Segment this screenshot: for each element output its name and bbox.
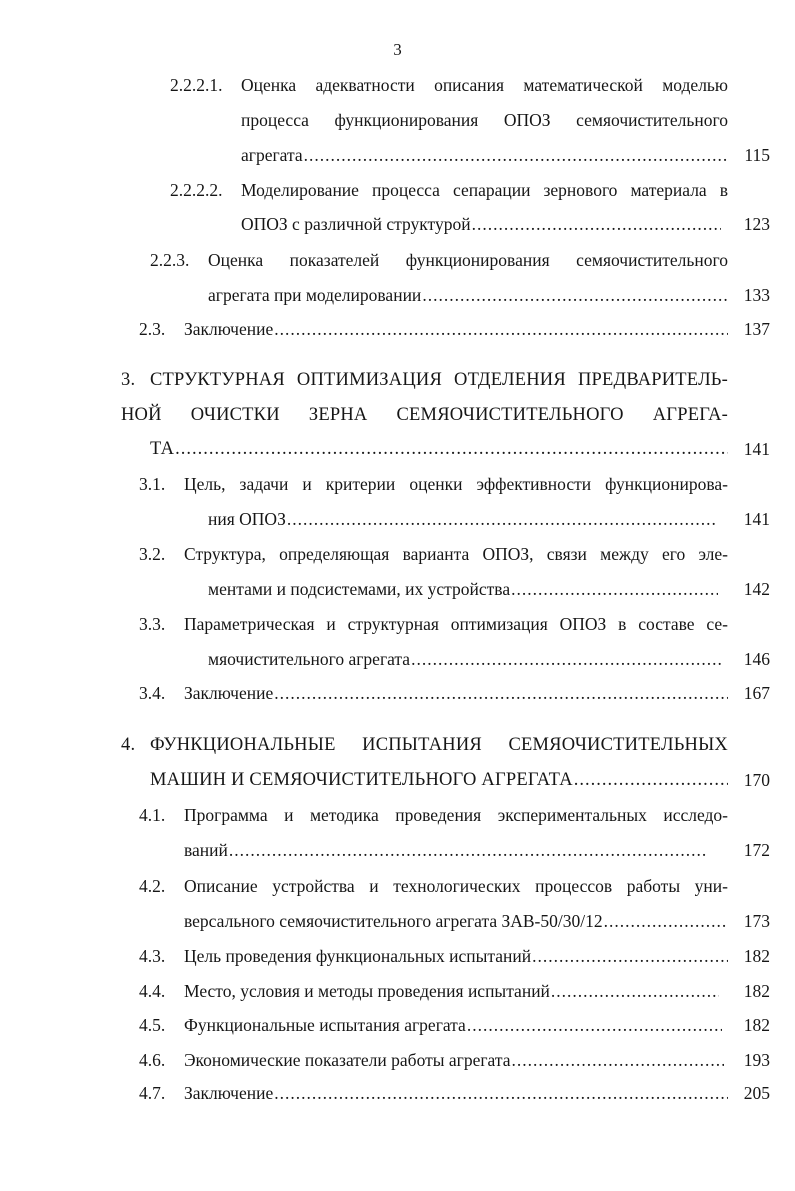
- toc-title-line: процесса функционирования ОПОЗ семяочистительного: [241, 110, 728, 130]
- toc-title-text: мяочистительного агрегата: [208, 649, 411, 669]
- toc-page-number: 182: [743, 1015, 770, 1035]
- toc-title-text: Цель проведения функциональных испытаний: [184, 946, 532, 966]
- toc-title-line: Параметрическая и структурная оптимизация ОПОЗ в составе се-: [184, 614, 728, 634]
- toc-title-line: [208, 647, 723, 671]
- toc-page-number: 146: [743, 649, 770, 669]
- toc-number: 2.2.2.2.: [170, 180, 223, 200]
- toc-page-number: 172: [743, 840, 770, 860]
- toc-title-line: [184, 317, 728, 341]
- toc-title-text: Заключение: [184, 1083, 274, 1103]
- toc-page-number: 141: [743, 439, 770, 459]
- toc-title-text: Функциональные испытания агрегата: [184, 1015, 466, 1035]
- toc-number: 4.1.: [139, 805, 166, 825]
- leader-dots: [304, 143, 728, 167]
- leader-dots: [411, 647, 723, 671]
- toc-title-line: [241, 212, 721, 236]
- toc-chapter-title-line: ФУНКЦИОНАЛЬНЫЕ ИСПЫТАНИЯ СЕМЯОЧИСТИТЕЛЬНЫХ: [150, 735, 728, 755]
- toc-number: 2.3.: [139, 319, 166, 339]
- toc-page-number: 205: [743, 1083, 770, 1103]
- toc-page-number: 141: [743, 509, 770, 529]
- toc-title-text: Место, условия и методы проведения испытаний: [184, 981, 550, 1001]
- toc-number: 4.2.: [139, 876, 166, 896]
- toc-title-line: Оценка показателей функционирования семяочистительного: [208, 250, 728, 270]
- toc-chapter-title-line: СТРУКТУРНАЯ ОПТИМИЗАЦИЯ ОТДЕЛЕНИЯ ПРЕДВАРИТЕЛЬ-: [150, 370, 728, 390]
- toc-page-number: 193: [743, 1050, 770, 1070]
- toc-title-line: [184, 1048, 724, 1072]
- toc-page-number: 142: [743, 579, 770, 599]
- toc-number: 3.3.: [139, 614, 166, 634]
- toc-title-line: [184, 909, 728, 933]
- toc-title-text: ОПОЗ с различной структурой: [241, 214, 471, 234]
- leader-dots: [175, 437, 728, 461]
- toc-chapter-title-line: [150, 768, 728, 792]
- leader-dots: [274, 1081, 728, 1105]
- toc-chapter-title-line: НОЙ ОЧИСТКИ ЗЕРНА СЕМЯОЧИСТИТЕЛЬНОГО АГРЕГА-: [121, 405, 728, 425]
- toc-title-line: [208, 577, 718, 601]
- toc-title-text: ТА: [150, 439, 175, 459]
- leader-dots: [274, 317, 728, 341]
- leader-dots: [551, 979, 719, 1003]
- leader-dots: [274, 681, 728, 705]
- toc-number: 4.4.: [139, 981, 166, 1001]
- toc-title-line: [184, 979, 719, 1003]
- toc-chapter-title-line: [150, 437, 728, 461]
- leader-dots: [511, 1048, 724, 1072]
- toc-number: 3.1.: [139, 474, 166, 494]
- toc-number: 2.2.3.: [150, 250, 190, 270]
- toc-number: 4.7.: [139, 1083, 166, 1103]
- toc-title-line: [208, 507, 718, 531]
- toc-title-text: Заключение: [184, 683, 274, 703]
- toc-chapter-number: 3.: [121, 370, 136, 390]
- toc-title-text: МАШИН И СЕМЯОЧИСТИТЕЛЬНОГО АГРЕГАТА: [150, 770, 573, 790]
- leader-dots: [604, 909, 728, 933]
- toc-title-text: ментами и подсистемами, их устройства: [208, 579, 511, 599]
- toc-title-line: Структура, определяющая варианта ОПОЗ, связи между его эле-: [184, 544, 728, 564]
- toc-title-text: агрегата: [241, 145, 303, 165]
- toc-page-number: 137: [743, 319, 770, 339]
- toc-title-line: Программа и методика проведения экспериментальных исследо-: [184, 805, 728, 825]
- toc-number: 4.5.: [139, 1015, 166, 1035]
- leader-dots: [532, 944, 728, 968]
- toc-title-text: ваний: [184, 840, 228, 860]
- toc-title-text: ния ОПОЗ: [208, 509, 286, 529]
- leader-dots: [472, 212, 721, 236]
- toc-title-line: Цель, задачи и критерии оценки эффективности функционирова-: [184, 474, 728, 494]
- page-number: 3: [393, 40, 402, 59]
- toc-number: 3.2.: [139, 544, 166, 564]
- toc-title-line: [208, 283, 728, 307]
- toc-title-line: Описание устройства и технологических процессов работы уни-: [184, 876, 728, 896]
- leader-dots: [287, 507, 718, 531]
- toc-number: 2.2.2.1.: [170, 75, 223, 95]
- toc-page-number: 170: [743, 770, 770, 790]
- leader-dots: [511, 577, 718, 601]
- leader-dots: [422, 283, 728, 307]
- toc-title-text: версального семяочистительного агрегата ЗАВ-50/30/12: [184, 911, 603, 931]
- leader-dots: [229, 838, 706, 862]
- toc-title-line: Оценка адекватности описания математической моделью: [241, 75, 728, 95]
- toc-number: 4.6.: [139, 1050, 166, 1070]
- leader-dots: [574, 768, 728, 792]
- toc-title-line: [184, 944, 728, 968]
- toc-title-line: [184, 838, 706, 862]
- toc-number: 4.3.: [139, 946, 166, 966]
- toc-title-line: Моделирование процесса сепарации зернового материала в: [241, 180, 728, 200]
- toc-page-number: 133: [743, 285, 770, 305]
- toc-title-line: [184, 1013, 722, 1037]
- toc-page-number: 173: [743, 911, 770, 931]
- toc-title-text: Экономические показатели работы агрегата: [184, 1050, 511, 1070]
- toc-page-number: 167: [743, 683, 770, 703]
- toc-title-text: Заключение: [184, 319, 274, 339]
- toc-chapter-number: 4.: [121, 735, 136, 755]
- toc-page-number: 182: [743, 981, 770, 1001]
- toc-title-text: агрегата при моделировании: [208, 285, 422, 305]
- toc-number: 3.4.: [139, 683, 166, 703]
- toc-page-number: 182: [743, 946, 770, 966]
- toc-page-number: 123: [743, 214, 770, 234]
- leader-dots: [467, 1013, 722, 1037]
- toc-title-line: [184, 1081, 728, 1105]
- toc-page-number: 115: [744, 145, 770, 165]
- toc-title-line: [241, 143, 728, 167]
- toc-title-line: [184, 681, 728, 705]
